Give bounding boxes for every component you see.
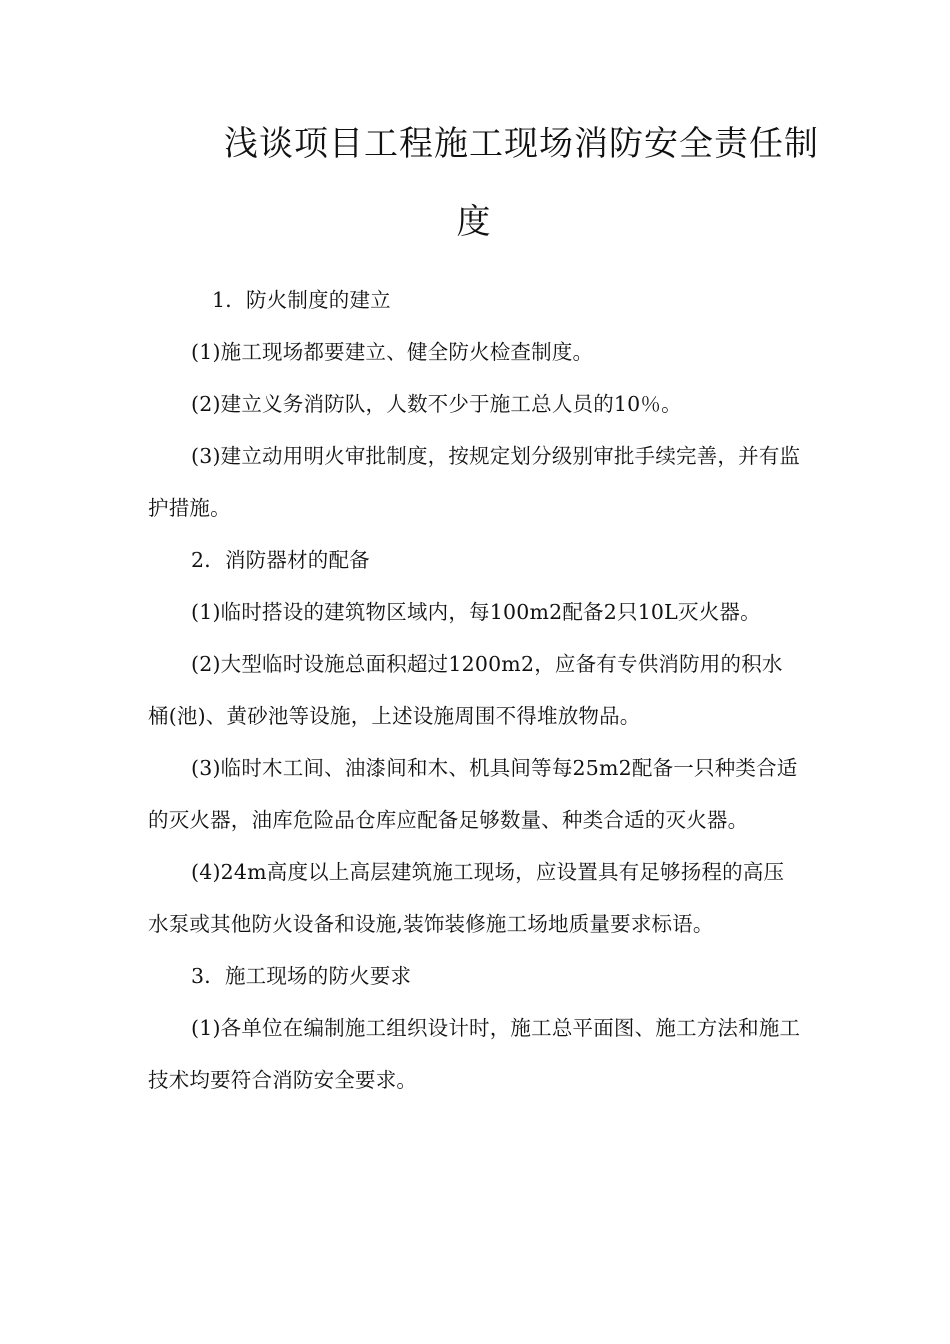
- paragraph-2-4: (4)24m高度以上高层建筑施工现场，应设置具有足够扬程的高压水泵或其他防火设备和设施,装饰装修施工场地质量要求标语。: [148, 860, 785, 936]
- paragraph-1-1: (1)施工现场都要建立、健全防火检查制度。: [191, 340, 594, 364]
- document-title-line-1: 浅谈项目工程施工现场消防安全责任制: [224, 124, 819, 164]
- paragraph-2-1: (1)临时搭设的建筑物区域内，每100m2配备2只10L灭火器。: [191, 600, 761, 624]
- paragraph-2-3: (3)临时木工间、油漆间和木、机具间等每25m2配备一只种类合适的灭火器，油库危险品仓库应配备足够数量、种类合适的灭火器。: [148, 756, 798, 832]
- section-heading-3: 3．施工现场的防火要求: [191, 964, 412, 988]
- paragraph-2-2: (2)大型临时设施总面积超过1200m2，应备有专供消防用的积水桶(池)、黄砂池等设施，上述设施周围不得堆放物品。: [148, 652, 783, 728]
- paragraph-1-3: (3)建立动用明火审批制度，按规定划分级别审批手续完善，并有监护措施。: [148, 444, 801, 520]
- section-heading-1: 1．防火制度的建立: [212, 288, 391, 312]
- paragraph-1-2: (2)建立义务消防队，人数不少于施工总人员的10％。: [191, 392, 682, 416]
- paragraph-3-1: (1)各单位在编制施工组织设计时，施工总平面图、施工方法和施工技术均要符合消防安全要求。: [148, 1016, 801, 1092]
- section-heading-2: 2．消防器材的配备: [191, 548, 370, 572]
- document-title-line-2: 度: [456, 202, 492, 242]
- document-body: [148, 274, 803, 1106]
